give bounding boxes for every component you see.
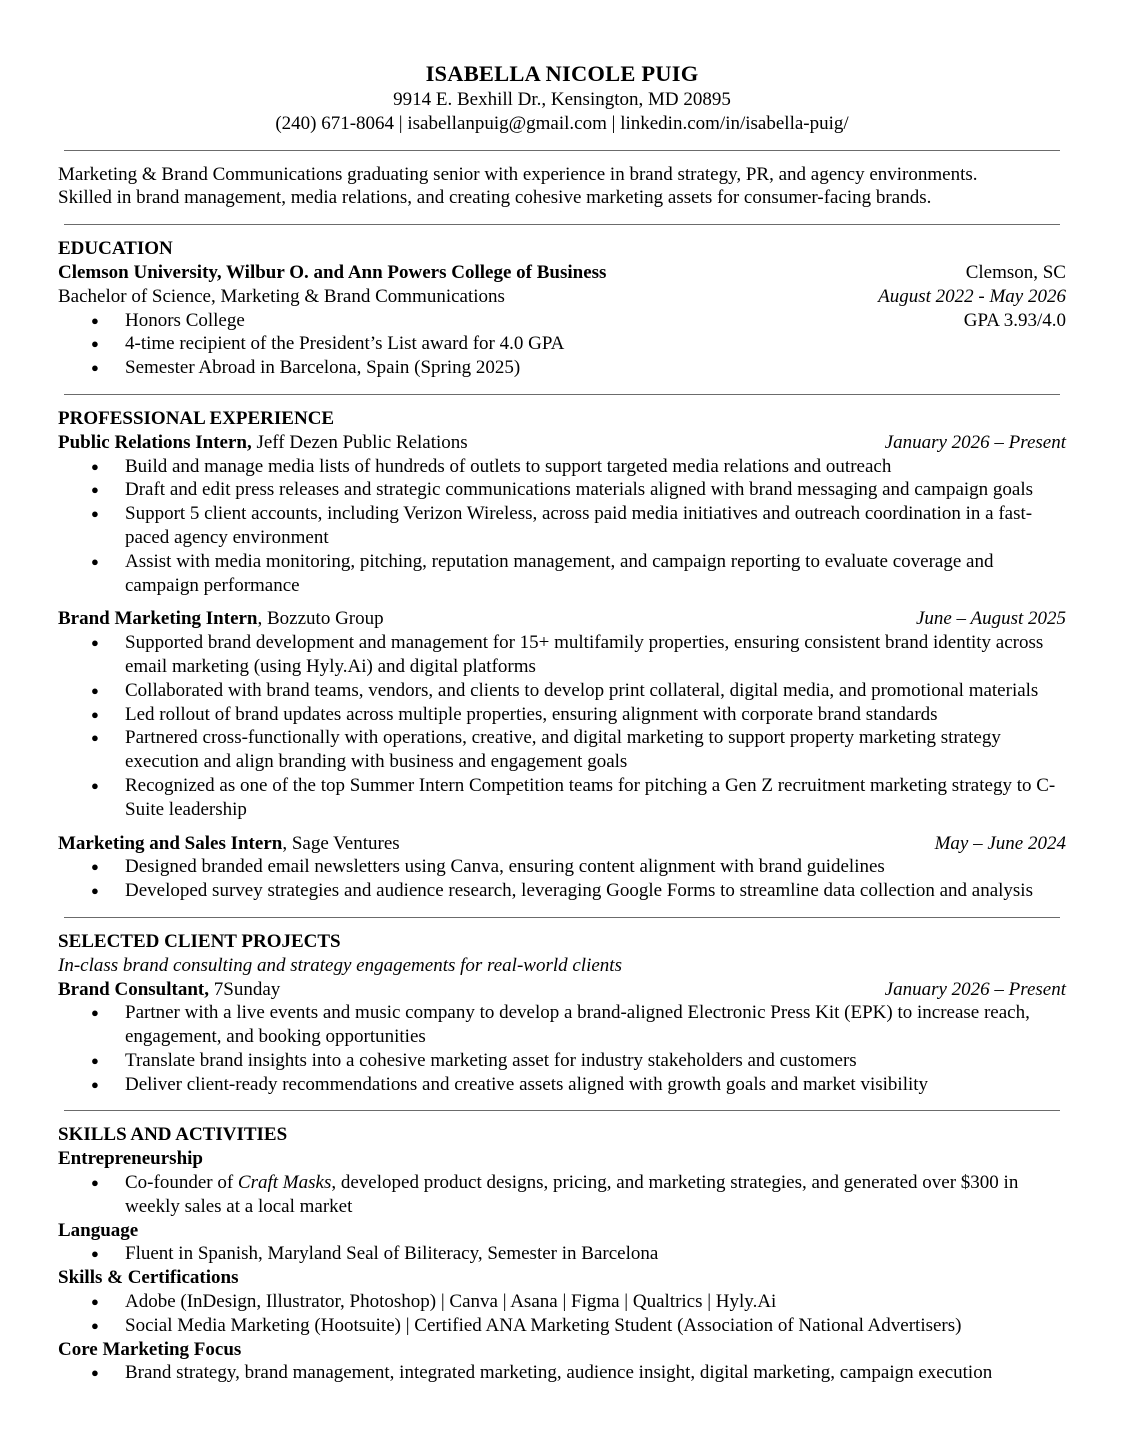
job-header	[58, 607, 1066, 631]
focus-bullets	[58, 1361, 1066, 1385]
list-item: ● Adobe (InDesign, Illustrator, Photoshop) | Canva | Asana | Figma | Qualtrics | Hyly.Ai	[58, 1290, 1066, 1314]
degree: Bachelor of Science, Marketing & Brand Communications	[58, 285, 505, 307]
job-header	[58, 832, 1066, 856]
entrepreneurship-bullets	[58, 1171, 1066, 1219]
list-item: ● Social Media Marketing (Hootsuite) | Certified ANA Marketing Student (Association of National Advertisers)	[58, 1314, 1066, 1338]
divider	[64, 1110, 1060, 1111]
education-dates: August 2022 - May 2026	[878, 285, 1066, 307]
education-section	[58, 237, 1066, 380]
section-title-education: EDUCATION	[58, 238, 173, 260]
summary-line: Marketing & Brand Communications graduating senior with experience in brand strategy, PR, and agency environments.	[58, 163, 978, 185]
bullet-text: , developed product designs, pricing, and marketing strategies, and generated over $300 in weekly sales at a local market	[125, 1172, 1019, 1217]
list-item: ● Partner with a live events and music company to develop a brand-aligned Electronic Press Kit (EPK) to increase reach, engagement, and booking opportunities	[58, 1001, 1066, 1049]
projects-section	[58, 930, 1066, 1097]
project-dates: January 2026 – Present	[884, 978, 1066, 1000]
project-role: Brand Consultant,	[58, 978, 209, 1000]
divider	[64, 917, 1060, 918]
school-location: Clemson, SC	[965, 261, 1066, 283]
job-dates: June – August 2025	[915, 608, 1066, 630]
summary	[58, 163, 1066, 211]
projects-subtitle: In-class brand consulting and strategy engagements for real-world clients	[58, 954, 622, 976]
section-title-experience: PROFESSIONAL EXPERIENCE	[58, 407, 335, 429]
list-item: ● Honors College	[58, 309, 964, 333]
gpa: GPA 3.93/4.0	[963, 309, 1066, 331]
certifications-bullets	[58, 1290, 1066, 1338]
divider	[64, 394, 1060, 395]
list-item: ● Build and manage media lists of hundreds of outlets to support targeted media relations and outreach	[58, 455, 1066, 479]
education-degree-row	[58, 285, 1066, 309]
list-item	[58, 1171, 1066, 1219]
list-item: ● Brand strategy, brand management, integrated marketing, audience insight, digital marketing, campaign execution	[58, 1361, 1066, 1385]
job-org: , Sage Ventures	[282, 832, 400, 854]
job-bullets	[58, 855, 1066, 903]
job-bullets	[58, 631, 1066, 821]
language-bullets	[58, 1242, 1066, 1266]
contact-info: (240) 671-8064 | isabellanpuig@gmail.com | linkedin.com/in/isabella-puig/	[275, 112, 849, 134]
list-item: ● Fluent in Spanish, Maryland Seal of Biliteracy, Semester in Barcelona	[58, 1242, 1066, 1266]
job-entry	[58, 607, 1066, 821]
list-item: ● Draft and edit press releases and strategic communications materials aligned with brand messaging and campaign goals	[58, 478, 1066, 502]
subheading-certifications: Skills & Certifications	[58, 1267, 239, 1289]
list-item: ● Assist with media monitoring, pitching, reputation management, and campaign reporting to evaluate coverage and campaign performance	[58, 550, 1066, 598]
list-item: ● Partnered cross-functionally with operations, creative, and digital marketing to support property marketing strategy execution and align branding with business and engagement goals	[58, 726, 1066, 774]
list-item: ● Semester Abroad in Barcelona, Spain (Spring 2025)	[58, 356, 964, 380]
section-title-projects: SELECTED CLIENT PROJECTS	[58, 930, 341, 952]
divider	[64, 150, 1060, 151]
education-honors-row	[58, 309, 1066, 380]
list-item: ● 4-time recipient of the President’s List award for 4.0 GPA	[58, 332, 964, 356]
list-item: ● Designed branded email newsletters using Canva, ensuring content alignment with brand guidelines	[58, 855, 1066, 879]
list-item: ● Support 5 client accounts, including Verizon Wireless, across paid media initiatives and outreach coordination in a fast-paced agency environment	[58, 502, 1066, 550]
company-name: Craft Masks	[237, 1172, 332, 1194]
job-bullets	[58, 455, 1066, 598]
list-item: ● Collaborated with brand teams, vendors, and clients to develop print collateral, digital media, and promotional materials	[58, 679, 1066, 703]
job-header	[58, 431, 1066, 455]
school-name: Clemson University, Wilbur O. and Ann Powers College of Business	[58, 261, 607, 283]
job-role: Marketing and Sales Intern	[58, 832, 283, 854]
bullet-text: Co-founder of	[125, 1172, 238, 1194]
subheading-entrepreneurship: Entrepreneurship	[58, 1148, 203, 1170]
list-item: ● Developed survey strategies and audience research, leveraging Google Forms to streamline data collection and analysis	[58, 879, 1066, 903]
experience-section	[58, 407, 1066, 903]
list-item: ● Led rollout of brand updates across multiple properties, ensuring alignment with corporate brand standards	[58, 703, 1066, 727]
job-dates: May – June 2024	[934, 832, 1066, 854]
subheading-core-focus: Core Marketing Focus	[58, 1338, 242, 1360]
job-dates: January 2026 – Present	[884, 431, 1066, 453]
job-entry	[58, 431, 1066, 598]
address: 9914 E. Bexhill Dr., Kensington, MD 20895	[393, 89, 731, 110]
project-org: 7Sunday	[209, 978, 281, 1000]
job-role: Public Relations Intern,	[58, 431, 252, 453]
skills-section	[58, 1123, 1066, 1385]
list-item: ● Deliver client-ready recommendations and creative assets aligned with growth goals and market visibility	[58, 1073, 1066, 1097]
summary-line: Skilled in brand management, media relations, and creating cohesive marketing assets for consumer-facing brands.	[58, 187, 932, 209]
project-bullets	[58, 1001, 1066, 1096]
job-role: Brand Marketing Intern	[58, 608, 258, 630]
project-header	[58, 978, 1066, 1002]
education-school-row	[58, 261, 1066, 285]
section-title-skills: SKILLS AND ACTIVITIES	[58, 1124, 288, 1146]
divider	[64, 224, 1060, 225]
job-org: , Bozzuto Group	[257, 608, 384, 630]
list-item: ● Recognized as one of the top Summer Intern Competition teams for pitching a Gen Z recruitment marketing strategy to C-Suite leadership	[58, 774, 1066, 822]
candidate-name: ISABELLA NICOLE PUIG	[425, 61, 699, 86]
list-item: ● Translate brand insights into a cohesive marketing asset for industry stakeholders and customers	[58, 1049, 1066, 1073]
list-item: ● Supported brand development and management for 15+ multifamily properties, ensuring consistent brand identity across email marketing (using Hyly.Ai) and digital platforms	[58, 631, 1066, 679]
subheading-language: Language	[58, 1219, 139, 1241]
job-org: Jeff Dezen Public Relations	[251, 431, 468, 453]
education-bullets	[58, 309, 964, 380]
job-entry	[58, 832, 1066, 903]
